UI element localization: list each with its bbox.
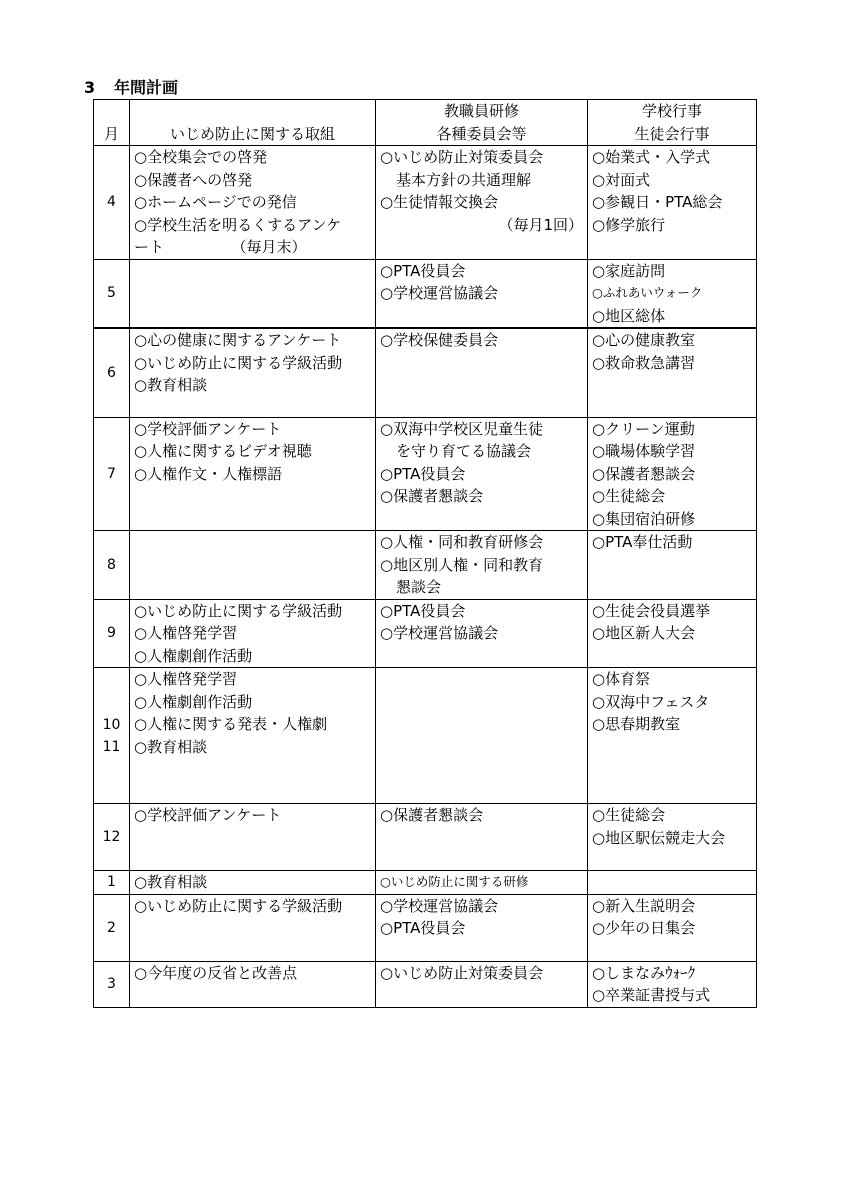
cell-bullying <box>130 259 376 328</box>
events-line: ○対面式 <box>592 170 651 189</box>
cell-month <box>94 146 130 260</box>
events-line: ○思春期教室 <box>592 715 681 733</box>
staff-line: ○生徒情報交換会 <box>380 193 499 211</box>
month-line: 5 <box>107 285 116 302</box>
cell-staff <box>376 804 588 871</box>
annual-plan-table <box>93 99 757 1008</box>
staff-line: ○PTA役員会 <box>380 919 466 937</box>
month-line: 9 <box>107 625 116 642</box>
events-line: ○救命救急講習 <box>592 353 696 372</box>
table-row <box>94 146 757 260</box>
staff-line: ○保護者懇談会 <box>380 806 484 824</box>
bullying-line: ○学校評価アンケート <box>134 806 282 824</box>
bullying-line: ○人権劇創作活動 <box>134 646 253 665</box>
cell-events <box>588 259 757 328</box>
bullying-line: ○全校集会での啓発 <box>134 148 268 166</box>
cell-month <box>94 961 130 1007</box>
staff-line: ○学校保健委員会 <box>380 331 499 349</box>
bullying-line: ○教育相談 <box>134 376 208 394</box>
table-row <box>94 328 757 417</box>
month-line: 11 <box>102 738 121 755</box>
staff-line: ○地区別人権・同和教育 <box>380 555 544 574</box>
header-month: 月 <box>94 100 130 146</box>
staff-line: ○保護者懇談会 <box>380 487 484 505</box>
table-row <box>94 961 757 1007</box>
table-row <box>94 871 757 895</box>
table-row <box>94 259 757 328</box>
table-row <box>94 668 757 804</box>
cell-month <box>94 531 130 600</box>
events-line: ○生徒総会 <box>592 806 666 824</box>
events-line: ○家庭訪問 <box>592 261 666 280</box>
cell-month <box>94 871 130 895</box>
cell-staff <box>376 871 588 895</box>
events-line: ○PTA奉仕活動 <box>592 533 693 551</box>
bullying-line: ○保護者への啓発 <box>134 170 253 189</box>
events-line: ○修学旅行 <box>592 215 666 234</box>
cell-staff <box>376 531 588 600</box>
events-line: ○新入生説明会 <box>592 896 696 915</box>
cell-events <box>588 871 757 895</box>
table-row <box>94 894 757 961</box>
table-row <box>94 599 757 668</box>
events-line: ○卒業証書授与式 <box>592 986 711 1004</box>
cell-staff <box>376 417 588 531</box>
cell-bullying <box>130 804 376 871</box>
staff-line: ○いじめ防止に関する研修 <box>380 874 529 889</box>
cell-month <box>94 328 130 417</box>
staff-line: を守り育てる協議会 <box>396 442 532 460</box>
bullying-line: ○人権啓発学習 <box>134 670 238 688</box>
cell-staff <box>376 668 588 804</box>
month-line: 6 <box>107 364 116 381</box>
staff-line: （毎月1回） <box>498 215 583 234</box>
cell-month <box>94 894 130 961</box>
section-heading <box>84 78 178 98</box>
cell-events <box>588 668 757 804</box>
cell-bullying <box>130 668 376 804</box>
section-title: 年間計画 <box>114 78 179 97</box>
staff-line: ○PTA役員会 <box>380 601 466 620</box>
cell-month <box>94 668 130 804</box>
cell-bullying <box>130 531 376 600</box>
month-line: 8 <box>107 556 116 573</box>
staff-line: ○いじめ防止対策委員会 <box>380 148 544 166</box>
cell-staff <box>376 599 588 668</box>
cell-events <box>588 531 757 600</box>
section-number: 3 <box>84 78 96 97</box>
events-line: ○地区駅伝競走大会 <box>592 828 726 847</box>
month-line: 12 <box>102 829 121 845</box>
bullying-line: ○教育相談 <box>134 737 208 756</box>
cell-month <box>94 599 130 668</box>
cell-month <box>94 804 130 871</box>
month-line: 1 <box>107 874 116 891</box>
bullying-line: ○人権啓発学習 <box>134 624 238 642</box>
bullying-line: ○いじめ防止に関する学級活動 <box>134 896 343 915</box>
staff-line: ○人権・同和教育研修会 <box>380 533 544 551</box>
cell-month <box>94 417 130 531</box>
bullying-line: ○人権劇創作活動 <box>134 692 253 711</box>
staff-line: ○学校運営協議会 <box>380 284 499 302</box>
cell-staff <box>376 328 588 417</box>
bullying-line: ○人権作文・人権標語 <box>134 464 283 483</box>
events-line: ○双海中フェスタ <box>592 692 710 711</box>
cell-bullying <box>130 871 376 895</box>
month-line: 3 <box>107 976 116 992</box>
bullying-line: ○教育相談 <box>134 873 208 891</box>
cell-events <box>588 599 757 668</box>
header-bullying: いじめ防止に関する取組 <box>130 100 376 146</box>
bullying-line: ○学校生活を明るくするアンケ <box>134 215 342 234</box>
table-row <box>94 531 757 600</box>
staff-line: ○いじめ防止対策委員会 <box>380 963 544 982</box>
header-staff: 教職員研修 各種委員会等 <box>376 100 588 146</box>
table-row <box>94 417 757 531</box>
bullying-line: ○いじめ防止に関する学級活動 <box>134 601 343 620</box>
staff-line: 懇談会 <box>396 578 442 596</box>
cell-events <box>588 417 757 531</box>
staff-line: ○PTA役員会 <box>380 261 466 280</box>
cell-month <box>94 259 130 328</box>
events-line: ○参観日・PTA総会 <box>592 193 723 211</box>
staff-line: ○学校運営協議会 <box>380 624 499 642</box>
cell-bullying <box>130 599 376 668</box>
cell-staff <box>376 961 588 1007</box>
bullying-line: ○学校評価アンケート <box>134 419 282 438</box>
events-line: ○生徒総会 <box>592 487 666 505</box>
events-line: ○生徒会役員選挙 <box>592 601 711 620</box>
cell-staff <box>376 146 588 260</box>
cell-events <box>588 146 757 260</box>
cell-staff <box>376 259 588 328</box>
bullying-line: ○心の健康に関するアンケート <box>134 331 342 349</box>
staff-line: ○PTA役員会 <box>380 464 466 483</box>
events-line: ○始業式・入学式 <box>592 148 711 166</box>
bullying-line: ○ホームページでの発信 <box>134 193 297 211</box>
bullying-line: ○人権に関するビデオ視聴 <box>134 442 312 460</box>
events-line: ○クリーン運動 <box>592 419 695 438</box>
bullying-line: ○人権に関する発表・人権劇 <box>134 715 328 733</box>
events-line: ○心の健康教室 <box>592 331 696 349</box>
cell-bullying <box>130 328 376 417</box>
events-line: ○しまなみｳｫｰｸ <box>592 963 696 982</box>
bullying-line: ○今年度の反省と改善点 <box>134 963 298 982</box>
header-row <box>94 100 757 146</box>
cell-bullying <box>130 417 376 531</box>
cell-staff <box>376 894 588 961</box>
events-line: ○地区総体 <box>592 306 666 325</box>
events-line: ○地区新人大会 <box>592 624 696 642</box>
events-line: ○少年の日集会 <box>592 919 696 937</box>
events-line: ○職場体験学習 <box>592 442 696 460</box>
staff-line: 基本方針の共通理解 <box>396 170 532 189</box>
cell-events <box>588 961 757 1007</box>
cell-events <box>588 894 757 961</box>
header-events: 学校行事 生徒会行事 <box>588 100 757 146</box>
cell-bullying <box>130 146 376 260</box>
bullying-line: ○いじめ防止に関する学級活動 <box>134 353 343 372</box>
month-line: 7 <box>107 465 116 482</box>
cell-events <box>588 328 757 417</box>
events-line: ○保護者懇談会 <box>592 464 696 483</box>
cell-events <box>588 804 757 871</box>
month-line: 2 <box>107 919 116 936</box>
events-line: ○集団宿泊研修 <box>592 509 696 528</box>
month-line: 10 <box>102 716 121 733</box>
staff-line: ○学校運営協議会 <box>380 896 499 915</box>
staff-line: ○双海中学校区児童生徒 <box>380 419 544 438</box>
bullying-line: ート （毎月末） <box>134 238 307 256</box>
table-row <box>94 804 757 871</box>
cell-bullying <box>130 961 376 1007</box>
events-line: ○体育祭 <box>592 670 651 688</box>
month-line: 4 <box>107 194 116 211</box>
events-line: ○ふれあいウォーク <box>592 285 703 300</box>
cell-bullying <box>130 894 376 961</box>
